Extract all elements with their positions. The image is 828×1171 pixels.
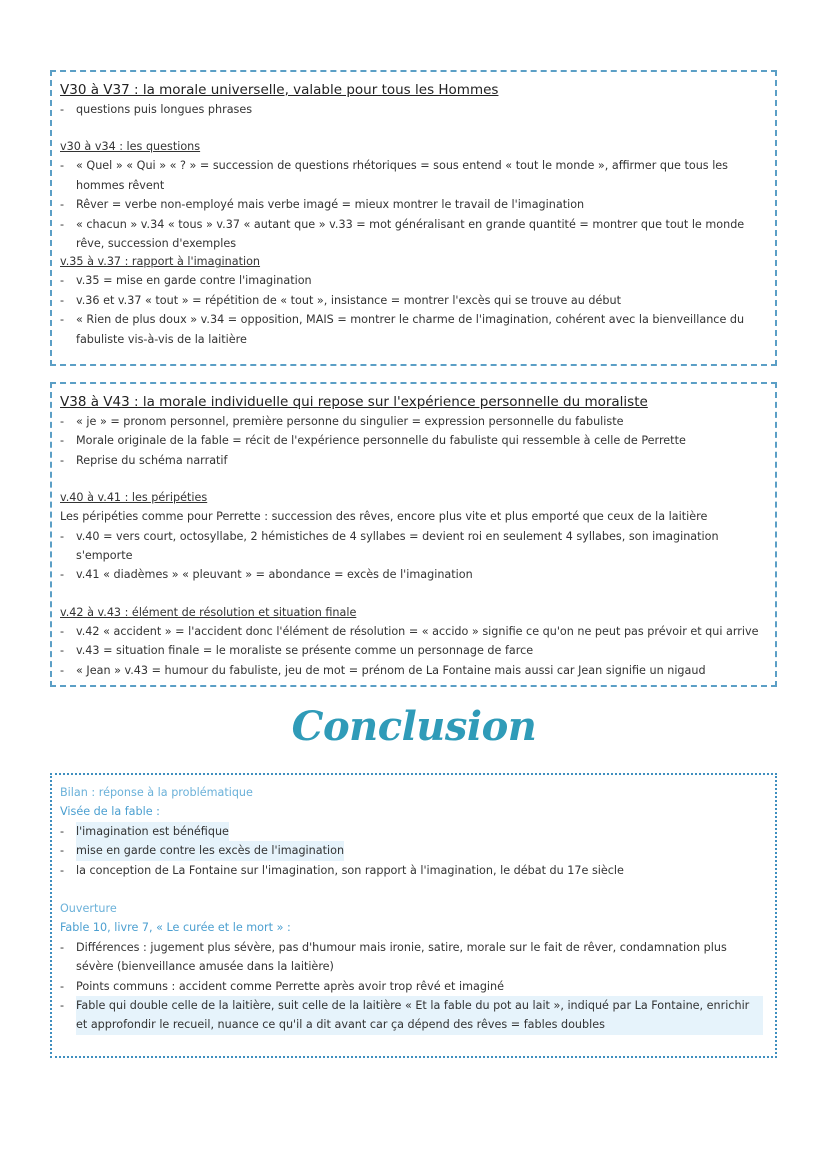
list-item: - Morale originale de la fable = récit de l'expérience personnelle du fabuliste qui ressemble à celle de Perrette — [60, 434, 686, 448]
list-item: - Fable qui double celle de la laitière, suit celle de la laitière « Et la fable du pot au lait », indiqué par La Fontaine, enrichir et approfondir le recueil, nuance ce qu'il a dit avant car ça dépend des rêves = fables doubles — [60, 996, 763, 1035]
list-item: - la conception de La Fontaine sur l'imagination, son rapport à l'imagination, le débat du 17e siècle — [60, 863, 624, 877]
list-item: - v.41 « diadèmes » « pleuvant » = abondance = excès de l'imagination — [60, 568, 473, 582]
list-item: - « Quel » « Qui » « ? » = succession de questions rhétoriques = sous entend « tout le monde », affirmer que tous les hommes rêvent — [60, 159, 729, 192]
section-title: V38 à V43 : la morale individuelle qui repose sur l'expérience personnelle du moraliste — [60, 394, 648, 410]
ouverture-heading: Ouverture — [60, 902, 117, 916]
list-item: - Points communs : accident comme Perrette après avoir trop rêvé et imaginé — [60, 979, 505, 993]
list-item: - Reprise du schéma narratif — [60, 453, 228, 467]
visee-heading: Visée de la fable : — [60, 805, 160, 819]
list-item: - Différences : jugement plus sévère, pas d'humour mais ironie, satire, morale sur le fait de rêver, condamnation plus sévère (bienveillance amusée dans la laitière) — [60, 940, 727, 974]
list-item: - « Jean » v.43 = humour du fabuliste, jeu de mot = prénom de La Fontaine mais aussi car Jean signifie un nigaud — [60, 663, 706, 677]
list-item: - « chacun » v.34 « tous » v.37 « autant que » v.33 = mot généralisant en grande quantité = montrer que tout le monde rêve, succession d'exemples — [60, 217, 745, 251]
subsection-title: v.42 à v.43 : élément de résolution et situation finale — [60, 605, 357, 619]
list-item: - Rêver = verbe non-employé mais verbe imagé = mieux montrer le travail de l'imagination — [60, 198, 585, 212]
section-box-individual-moral — [50, 382, 777, 687]
list-item: - v.40 = vers court, octosyllabe, 2 hémistiches de 4 syllabes = devient roi en seulement 4 syllabes, son imagination s'emporte — [60, 529, 719, 563]
fable-reference: Fable 10, livre 7, « Le curée et le mort » : — [60, 921, 291, 935]
subsection-title: v.35 à v.37 : rapport à l'imagination — [60, 255, 261, 269]
list-item: - l'imagination est bénéfique — [60, 822, 763, 841]
list-item: - v.36 et v.37 « tout » = répétition de « tout », insistance = montrer l'excès qui se trouve au début — [60, 293, 621, 307]
list-item: - mise en garde contre les excès de l'imagination — [60, 841, 763, 860]
conclusion-heading: Conclusion — [291, 703, 537, 750]
list-item: - v.35 = mise en garde contre l'imagination — [60, 274, 312, 288]
list-item: - v.43 = situation finale = le moraliste se présente comme un personnage de farce — [60, 644, 534, 658]
subsection-title: v30 à v34 : les questions — [60, 140, 201, 154]
subsection-title: v.40 à v.41 : les péripéties — [60, 491, 208, 505]
list-item: - « Rien de plus doux » v.34 = opposition, MAIS = montrer le charme de l'imagination, cohérent avec la bienveillance du fabuliste vis-à-vis de la laitière — [60, 313, 745, 346]
section-box-universal-moral — [50, 70, 777, 366]
list-item: - questions puis longues phrases — [60, 103, 253, 116]
list-item: - v.42 « accident » = l'accident donc l'élément de résolution = « accido » signifie ce qu'on ne peut pas prévoir et qui arrive — [60, 624, 759, 638]
section-box-conclusion — [50, 773, 777, 1058]
bilan-heading: Bilan : réponse à la problématique — [60, 786, 253, 799]
paragraph: Les péripéties comme pour Perrette : succession des rêves, encore plus vite et plus emporté que ceux de la laitière — [60, 510, 708, 524]
section-title: V30 à V37 : la morale universelle, valable pour tous les Hommes — [60, 82, 499, 98]
list-item: - « je » = pronom personnel, première personne du singulier = expression personnelle du fabuliste — [60, 415, 624, 428]
